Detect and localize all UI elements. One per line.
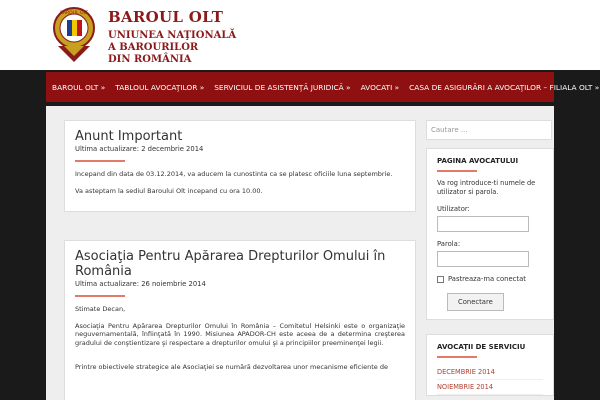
page-wrapper [46, 0, 600, 400]
title-underline [437, 356, 477, 358]
post-paragraph: Asociaţia Pentru Apărarea Drepturilor Omului în România – Comitetul Helsinki este o organizaţie neguvernamentală, înfiinţată în 1990. Misiunea APADOR-CH este aceea de a determina creşterea gradului de conştientizare şi respectare a drepturilor omului şi a principiilor preeminenţei legii. [75, 321, 405, 347]
brand-line-1: UNIUNEA NAŢIONALĂ [108, 30, 237, 41]
widget-title: AVOCAŢII DE SERVICIU [437, 343, 526, 351]
svg-text:BAROUL OLT: BAROUL OLT [59, 11, 89, 16]
password-input[interactable] [437, 251, 529, 267]
remember-checkbox[interactable] [437, 276, 444, 283]
login-button[interactable]: Conectare [447, 293, 504, 311]
password-label: Parola: [437, 240, 461, 248]
post-meta: Ultima actualizare: 2 decembrie 2014 [75, 145, 204, 153]
post-card [64, 120, 416, 212]
duty-link-november[interactable]: NOIEMBRIE 2014 [437, 380, 543, 395]
widget-title: PAGINA AVOCATULUI [437, 157, 519, 165]
username-input[interactable] [437, 216, 529, 232]
title-underline [75, 160, 125, 162]
brand-line-2: A BAROURILOR [108, 42, 199, 53]
remember-me[interactable] [437, 275, 543, 283]
post-paragraph: Incepand din data de 03.12.2014, va aducem la cunostinta ca se platesc oficiile luna septembrie. [75, 170, 393, 178]
login-intro: Va rog introduce-ti numele de utilizator si parola. [437, 179, 536, 196]
remember-label: Pastreaza-ma conectat [448, 275, 526, 283]
brand-block [108, 8, 236, 65]
nav-item-avocati[interactable]: AVOCATI » [360, 82, 400, 92]
login-widget [426, 148, 554, 320]
title-underline [75, 295, 125, 297]
content-area [46, 106, 554, 400]
post-paragraph: Printre obiectivele strategice ale Asociaţiei se numără dezvoltarea unor mecanisme eficiente de [75, 363, 388, 372]
sidebar [426, 120, 554, 396]
post-paragraph: Va asteptam la sediul Baroului Olt incepand cu ora 10.00. [75, 186, 263, 195]
nav-item-baroul-olt[interactable]: BAROUL OLT » [52, 82, 106, 92]
site-title[interactable]: BAROUL OLT [108, 8, 224, 26]
main-nav [46, 72, 600, 102]
post-paragraph: Stimate Decan, [75, 305, 126, 313]
nav-item-casa-asigurari[interactable]: CASA DE ASIGURĂRI A AVOCAŢILOR – FILIALA OLT » [409, 82, 600, 92]
search-input[interactable]: Cautare ... [426, 120, 552, 140]
username-label: Utilizator: [437, 205, 470, 213]
post-title[interactable]: Asociaţia Pentru Apărarea Drepturilor Omului în România [75, 249, 386, 279]
duty-lawyers-widget [426, 334, 554, 396]
brand-line-3: DIN ROMÂNIA [108, 54, 192, 65]
nav-item-serviciul-asistenta[interactable]: SERVICIUL DE ASISTENŢĂ JURIDICĂ » [214, 82, 351, 92]
nav-item-tabloul-avocatilor[interactable]: TABLOUL AVOCAŢILOR » [115, 82, 205, 92]
bar-crest-logo[interactable] [48, 6, 100, 66]
post-title[interactable]: Anunt Important [75, 129, 183, 144]
post-meta: Ultima actualizare: 26 noiembrie 2014 [75, 280, 206, 288]
title-underline [437, 170, 477, 172]
duty-link-december[interactable]: DECEMBRIE 2014 [437, 365, 543, 380]
post-card [64, 240, 416, 400]
